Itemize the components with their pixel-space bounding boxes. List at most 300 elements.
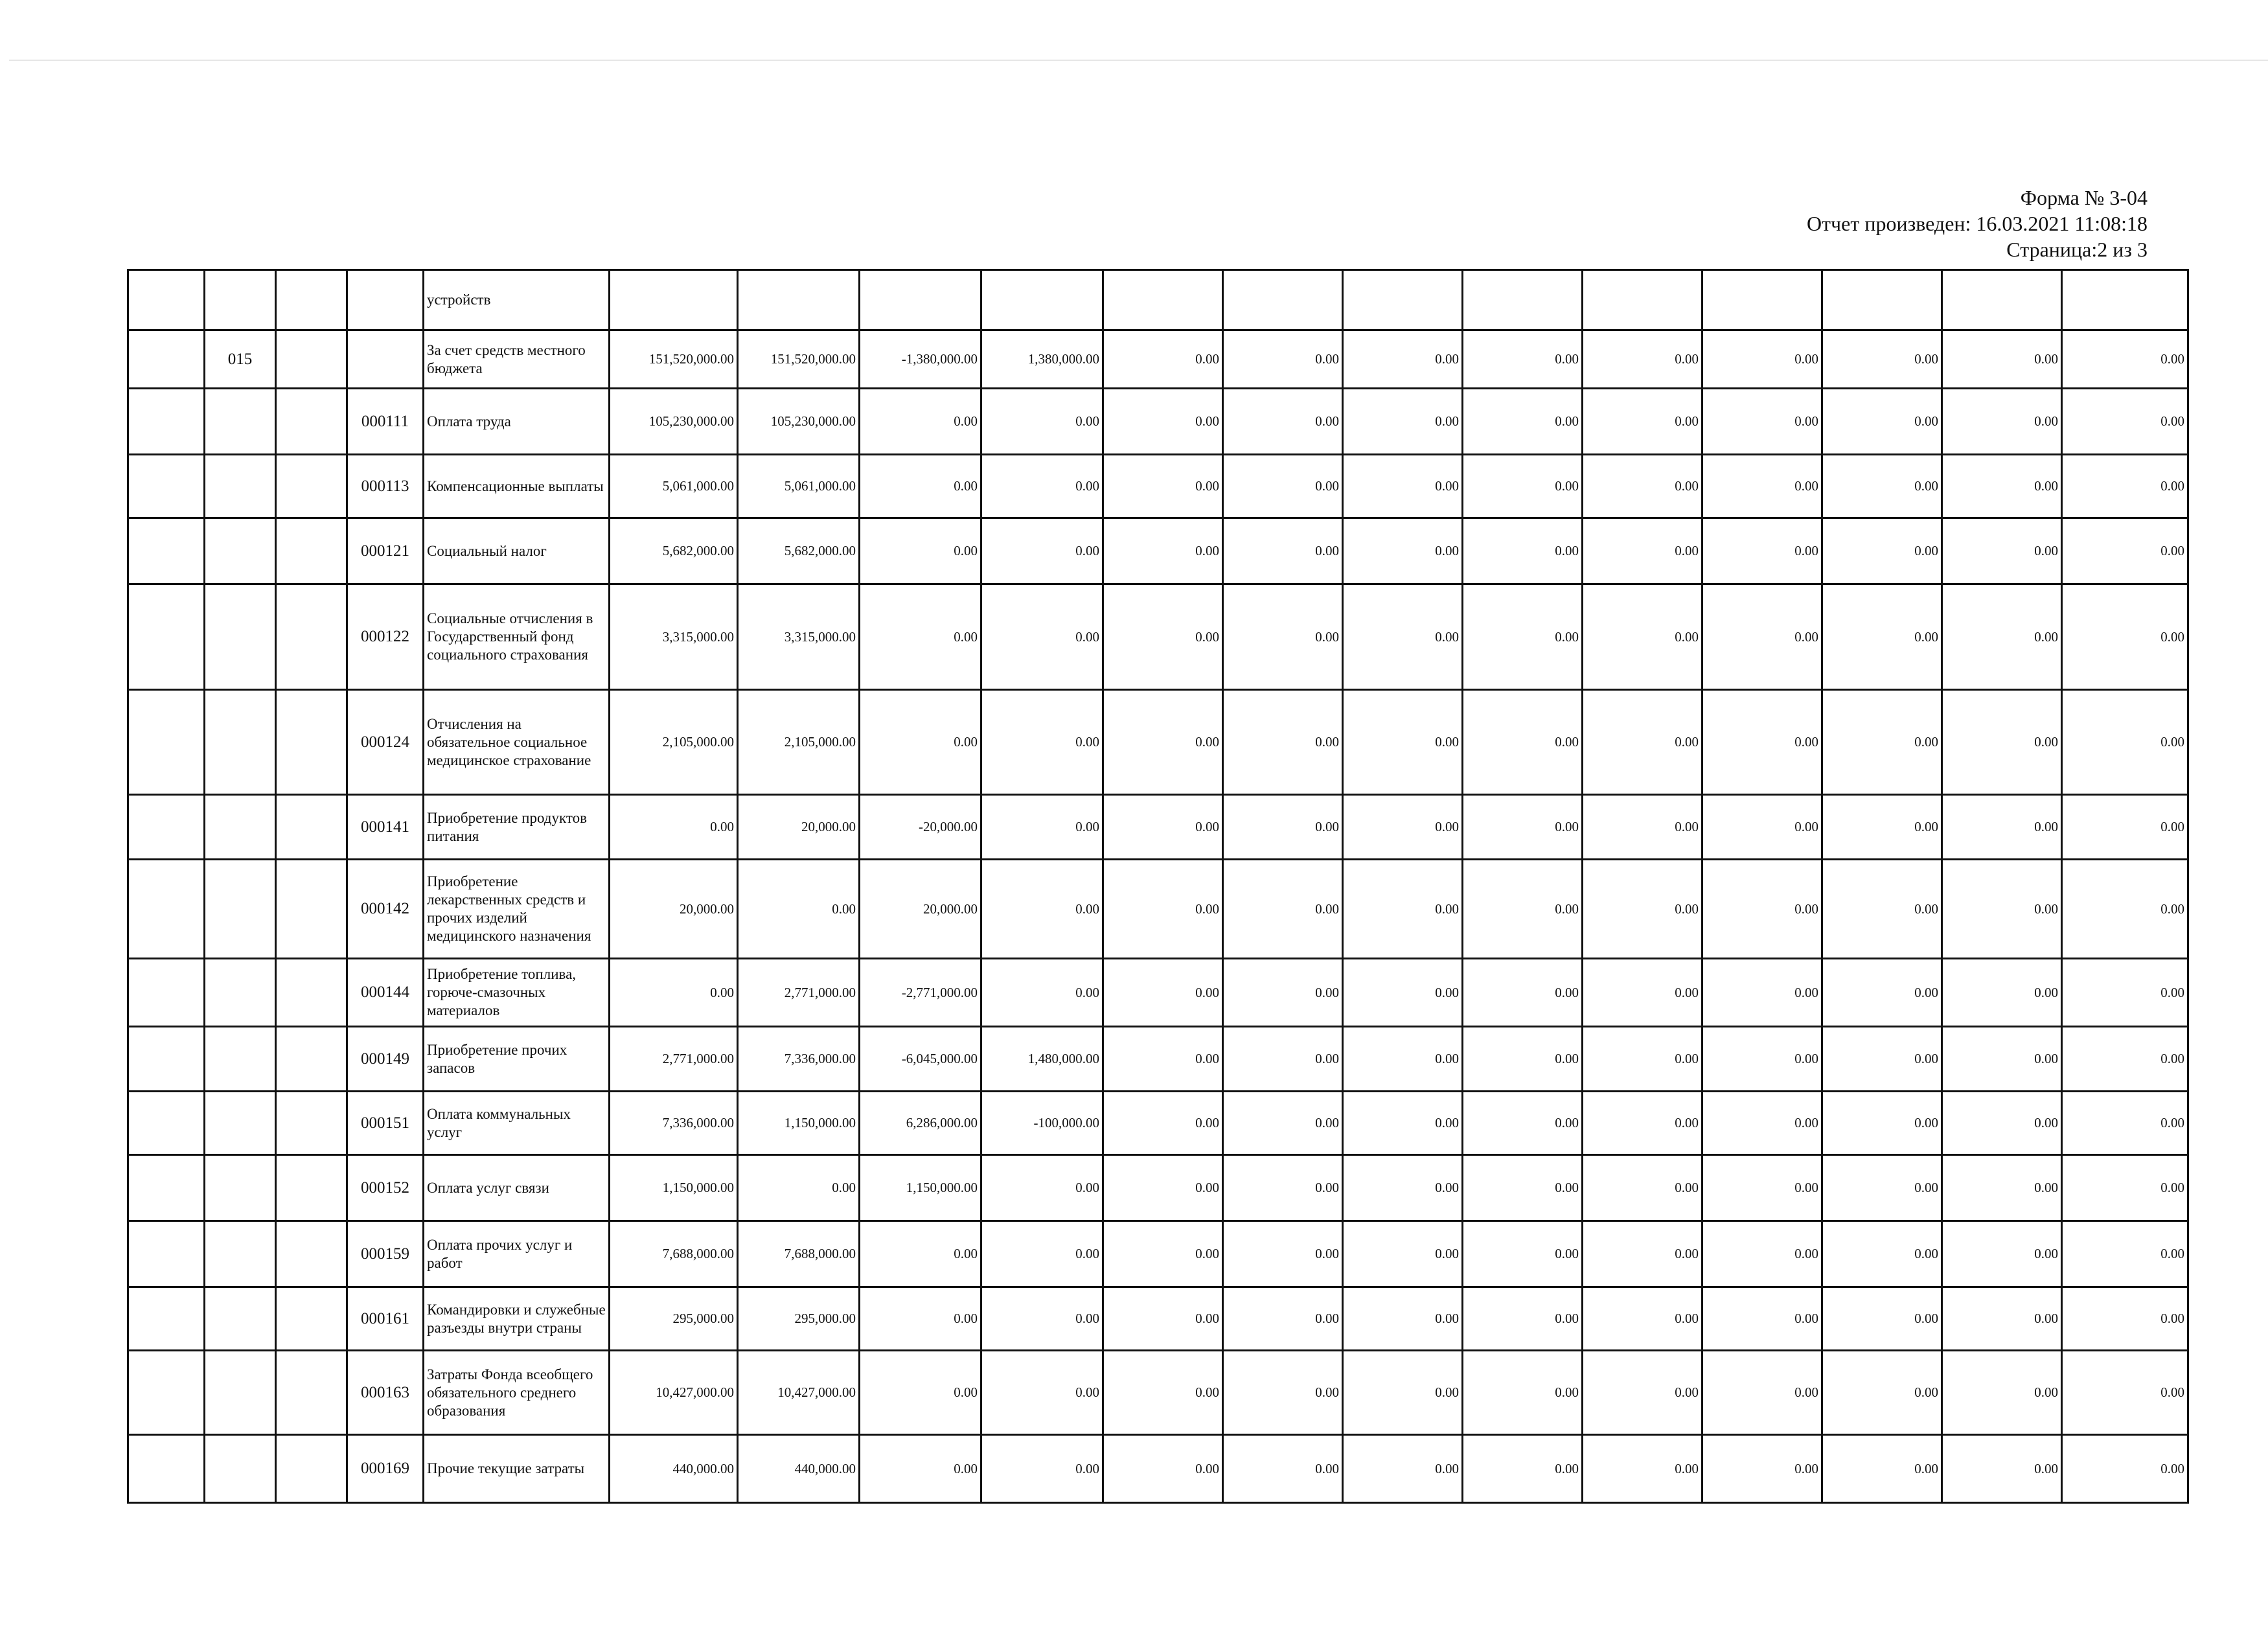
subprogram-code-cell — [276, 518, 347, 584]
amount-cell: 0.00 — [1702, 455, 1822, 518]
item-name-cell: устройств — [424, 270, 610, 330]
amount-cell: 0.00 — [1702, 690, 1822, 795]
amount-cell: 0.00 — [981, 455, 1103, 518]
amount-cell: 105,230,000.00 — [738, 389, 860, 455]
amount-cell: 0.00 — [2062, 455, 2188, 518]
amount-cell: -100,000.00 — [981, 1092, 1103, 1155]
amount-cell: 1,480,000.00 — [981, 1027, 1103, 1092]
amount-cell: 0.00 — [1103, 959, 1223, 1027]
subprogram-code-cell — [276, 860, 347, 959]
amount-cell: 0.00 — [981, 1351, 1103, 1435]
amount-cell: 0.00 — [981, 584, 1103, 690]
item-name-cell: Приобретение продуктов питания — [424, 795, 610, 860]
table-row — [128, 330, 2188, 389]
amount-cell: 0.00 — [1822, 584, 1942, 690]
program-code-cell — [205, 584, 276, 690]
program-code-cell — [205, 389, 276, 455]
specificity-code-cell: 000161 — [347, 1287, 424, 1351]
amount-cell: 0.00 — [860, 1221, 981, 1287]
amount-cell: 0.00 — [738, 1155, 860, 1221]
amount-cell: 0.00 — [1103, 795, 1223, 860]
amount-cell: 0.00 — [1583, 1092, 1702, 1155]
amount-cell: 0.00 — [1103, 690, 1223, 795]
amount-cell: 10,427,000.00 — [610, 1351, 738, 1435]
amount-cell: 151,520,000.00 — [738, 330, 860, 389]
amount-cell: 0.00 — [1343, 1221, 1463, 1287]
amount-cell: 0.00 — [1822, 1027, 1942, 1092]
amount-cell: 0.00 — [1223, 1092, 1343, 1155]
amount-cell: 0.00 — [1343, 1155, 1463, 1221]
amount-cell: 0.00 — [1942, 389, 2062, 455]
category-cell — [128, 795, 205, 860]
amount-cell — [1702, 270, 1822, 330]
table-row — [128, 1155, 2188, 1221]
amount-cell: 0.00 — [1702, 1027, 1822, 1092]
amount-cell: 0.00 — [1343, 584, 1463, 690]
category-cell — [128, 270, 205, 330]
amount-cell: 20,000.00 — [610, 860, 738, 959]
form-number: Форма № 3-04 — [2020, 186, 2148, 209]
category-cell — [128, 389, 205, 455]
amount-cell: 1,380,000.00 — [981, 330, 1103, 389]
amount-cell: 0.00 — [1463, 455, 1583, 518]
amount-cell: 0.00 — [1463, 1155, 1583, 1221]
table-row — [128, 584, 2188, 690]
category-cell — [128, 690, 205, 795]
amount-cell: 0.00 — [1103, 389, 1223, 455]
amount-cell: 0.00 — [2062, 1027, 2188, 1092]
category-cell — [128, 330, 205, 389]
amount-cell: 0.00 — [981, 959, 1103, 1027]
subprogram-code-cell — [276, 1092, 347, 1155]
item-name-cell: Прочие текущие затраты — [424, 1435, 610, 1503]
amount-cell: 0.00 — [1223, 690, 1343, 795]
amount-cell: 0.00 — [1583, 1027, 1702, 1092]
item-name-cell: Социальные отчисления в Государственный фонд социального страхования — [424, 584, 610, 690]
table-row — [128, 270, 2188, 330]
report-header — [1807, 185, 2148, 262]
amount-cell: 0.00 — [1343, 690, 1463, 795]
amount-cell: 0.00 — [1822, 959, 1942, 1027]
scan-top-edge — [9, 60, 2268, 61]
category-cell — [128, 1221, 205, 1287]
amount-cell: 2,105,000.00 — [610, 690, 738, 795]
amount-cell: 0.00 — [1343, 1027, 1463, 1092]
program-code-cell — [205, 860, 276, 959]
amount-cell: 0.00 — [1343, 330, 1463, 389]
amount-cell: 0.00 — [1942, 330, 2062, 389]
amount-cell: 0.00 — [1103, 1221, 1223, 1287]
amount-cell: 0.00 — [1942, 860, 2062, 959]
amount-cell: 0.00 — [860, 1435, 981, 1503]
amount-cell: 0.00 — [2062, 1351, 2188, 1435]
amount-cell: 0.00 — [1103, 1092, 1223, 1155]
amount-cell: 6,286,000.00 — [860, 1092, 981, 1155]
item-name-cell: Компенсационные выплаты — [424, 455, 610, 518]
amount-cell: -2,771,000.00 — [860, 959, 981, 1027]
amount-cell: 0.00 — [860, 518, 981, 584]
subprogram-code-cell — [276, 690, 347, 795]
amount-cell: 0.00 — [2062, 584, 2188, 690]
report-body — [128, 270, 2188, 1503]
amount-cell — [860, 270, 981, 330]
amount-cell: 0.00 — [1583, 795, 1702, 860]
table-row — [128, 1435, 2188, 1503]
amount-cell: 10,427,000.00 — [738, 1351, 860, 1435]
amount-cell: 0.00 — [1942, 1221, 2062, 1287]
subprogram-code-cell — [276, 1221, 347, 1287]
item-name-cell: Оплата услуг связи — [424, 1155, 610, 1221]
amount-cell: 0.00 — [1463, 330, 1583, 389]
amount-cell: 0.00 — [2062, 389, 2188, 455]
amount-cell: 151,520,000.00 — [610, 330, 738, 389]
amount-cell — [1223, 270, 1343, 330]
amount-cell: 0.00 — [1942, 795, 2062, 860]
amount-cell: 440,000.00 — [610, 1435, 738, 1503]
table-row — [128, 389, 2188, 455]
category-cell — [128, 1092, 205, 1155]
amount-cell: 0.00 — [1103, 584, 1223, 690]
amount-cell: 0.00 — [1583, 1351, 1702, 1435]
category-cell — [128, 1155, 205, 1221]
amount-cell: 0.00 — [981, 1221, 1103, 1287]
amount-cell: 2,771,000.00 — [610, 1027, 738, 1092]
amount-cell: 0.00 — [981, 795, 1103, 860]
amount-cell: 0.00 — [860, 1287, 981, 1351]
table-row — [128, 690, 2188, 795]
amount-cell: 0.00 — [610, 959, 738, 1027]
amount-cell: 0.00 — [1822, 518, 1942, 584]
program-code-cell — [205, 1155, 276, 1221]
amount-cell: 0.00 — [1822, 1287, 1942, 1351]
amount-cell: 0.00 — [1463, 1027, 1583, 1092]
amount-cell: 0.00 — [1223, 1435, 1343, 1503]
amount-cell: 0.00 — [1702, 1092, 1822, 1155]
program-code-cell — [205, 1027, 276, 1092]
amount-cell: 0.00 — [1942, 1027, 2062, 1092]
amount-cell: 5,682,000.00 — [738, 518, 860, 584]
amount-cell: 7,688,000.00 — [738, 1221, 860, 1287]
amount-cell: 0.00 — [981, 518, 1103, 584]
amount-cell: 0.00 — [1822, 795, 1942, 860]
category-cell — [128, 1027, 205, 1092]
amount-cell: 0.00 — [1702, 1221, 1822, 1287]
table-row — [128, 1287, 2188, 1351]
item-name-cell: Отчисления на обязательное социальное медицинское страхование — [424, 690, 610, 795]
amount-cell: -20,000.00 — [860, 795, 981, 860]
amount-cell: 0.00 — [1583, 1221, 1702, 1287]
specificity-code-cell: 000152 — [347, 1155, 424, 1221]
amount-cell: 0.00 — [1942, 584, 2062, 690]
amount-cell: 0.00 — [1822, 455, 1942, 518]
amount-cell: 0.00 — [1103, 1435, 1223, 1503]
amount-cell: 0.00 — [1583, 1155, 1702, 1221]
amount-cell: 0.00 — [1463, 518, 1583, 584]
amount-cell — [1463, 270, 1583, 330]
specificity-code-cell: 000124 — [347, 690, 424, 795]
program-code-cell — [205, 1435, 276, 1503]
amount-cell: 0.00 — [1822, 860, 1942, 959]
amount-cell: 295,000.00 — [610, 1287, 738, 1351]
amount-cell: 0.00 — [2062, 1221, 2188, 1287]
amount-cell: 0.00 — [2062, 1155, 2188, 1221]
category-cell — [128, 959, 205, 1027]
subprogram-code-cell — [276, 1155, 347, 1221]
amount-cell: 0.00 — [1463, 860, 1583, 959]
category-cell — [128, 1351, 205, 1435]
amount-cell: 0.00 — [1702, 1287, 1822, 1351]
amount-cell: 0.00 — [1463, 690, 1583, 795]
amount-cell: 2,771,000.00 — [738, 959, 860, 1027]
program-code-cell: 015 — [205, 330, 276, 389]
amount-cell: 0.00 — [860, 584, 981, 690]
amount-cell: 0.00 — [1343, 1287, 1463, 1351]
amount-cell — [610, 270, 738, 330]
item-name-cell: Оплата коммунальных услуг — [424, 1092, 610, 1155]
specificity-code-cell — [347, 330, 424, 389]
program-code-cell — [205, 1221, 276, 1287]
amount-cell: 0.00 — [1583, 584, 1702, 690]
amount-cell: 0.00 — [1583, 1435, 1702, 1503]
subprogram-code-cell — [276, 1351, 347, 1435]
amount-cell: 440,000.00 — [738, 1435, 860, 1503]
amount-cell: 0.00 — [1822, 1435, 1942, 1503]
amount-cell: 0.00 — [1702, 860, 1822, 959]
subprogram-code-cell — [276, 1027, 347, 1092]
amount-cell: 0.00 — [860, 389, 981, 455]
amount-cell: 0.00 — [1702, 1351, 1822, 1435]
amount-cell — [1942, 270, 2062, 330]
subprogram-code-cell — [276, 584, 347, 690]
amount-cell: 0.00 — [981, 690, 1103, 795]
category-cell — [128, 1287, 205, 1351]
amount-cell: 0.00 — [1223, 1351, 1343, 1435]
specificity-code-cell: 000142 — [347, 860, 424, 959]
budget-report-table — [127, 269, 2189, 1504]
amount-cell: 0.00 — [1583, 860, 1702, 959]
item-name-cell: Оплата прочих услуг и работ — [424, 1221, 610, 1287]
amount-cell: 0.00 — [738, 860, 860, 959]
amount-cell: 0.00 — [1103, 1287, 1223, 1351]
amount-cell: 0.00 — [1223, 1221, 1343, 1287]
amount-cell: 0.00 — [1942, 690, 2062, 795]
amount-cell: 0.00 — [1822, 1092, 1942, 1155]
item-name-cell: Приобретение прочих запасов — [424, 1027, 610, 1092]
amount-cell: 0.00 — [1463, 1221, 1583, 1287]
amount-cell: 0.00 — [1343, 389, 1463, 455]
item-name-cell: Командировки и служебные разъезды внутри страны — [424, 1287, 610, 1351]
amount-cell: 0.00 — [1702, 959, 1822, 1027]
specificity-code-cell: 000159 — [347, 1221, 424, 1287]
amount-cell: 0.00 — [1583, 518, 1702, 584]
amount-cell: 0.00 — [1103, 860, 1223, 959]
amount-cell: 1,150,000.00 — [610, 1155, 738, 1221]
table-row — [128, 1092, 2188, 1155]
amount-cell: 0.00 — [1223, 959, 1343, 1027]
amount-cell: 0.00 — [1942, 1092, 2062, 1155]
amount-cell: 7,336,000.00 — [610, 1092, 738, 1155]
amount-cell: 0.00 — [1702, 389, 1822, 455]
amount-cell: 0.00 — [1103, 518, 1223, 584]
specificity-code-cell: 000113 — [347, 455, 424, 518]
amount-cell: 0.00 — [1583, 959, 1702, 1027]
table-row — [128, 1027, 2188, 1092]
amount-cell: 0.00 — [1343, 518, 1463, 584]
subprogram-code-cell — [276, 1287, 347, 1351]
subprogram-code-cell — [276, 330, 347, 389]
amount-cell — [1343, 270, 1463, 330]
program-code-cell — [205, 795, 276, 860]
specificity-code-cell: 000111 — [347, 389, 424, 455]
amount-cell: 5,061,000.00 — [738, 455, 860, 518]
amount-cell: 0.00 — [1583, 1287, 1702, 1351]
amount-cell: 0.00 — [1463, 1092, 1583, 1155]
amount-cell: 0.00 — [1103, 330, 1223, 389]
specificity-code-cell — [347, 270, 424, 330]
category-cell — [128, 584, 205, 690]
amount-cell: 0.00 — [860, 455, 981, 518]
program-code-cell — [205, 1092, 276, 1155]
item-name-cell: Приобретение лекарственных средств и прочих изделий медицинского назначения — [424, 860, 610, 959]
amount-cell: 0.00 — [1223, 518, 1343, 584]
amount-cell: 0.00 — [1103, 455, 1223, 518]
specificity-code-cell: 000121 — [347, 518, 424, 584]
amount-cell: 0.00 — [1343, 1351, 1463, 1435]
table-row — [128, 518, 2188, 584]
amount-cell — [981, 270, 1103, 330]
amount-cell: 7,688,000.00 — [610, 1221, 738, 1287]
amount-cell: 0.00 — [1942, 1435, 2062, 1503]
amount-cell: 0.00 — [2062, 860, 2188, 959]
amount-cell: 0.00 — [1942, 455, 2062, 518]
program-code-cell — [205, 1287, 276, 1351]
amount-cell: 0.00 — [1223, 1155, 1343, 1221]
amount-cell: 0.00 — [1942, 1287, 2062, 1351]
amount-cell: 0.00 — [1942, 1351, 2062, 1435]
amount-cell: 0.00 — [1702, 330, 1822, 389]
amount-cell: 0.00 — [2062, 1287, 2188, 1351]
amount-cell: 0.00 — [2062, 330, 2188, 389]
amount-cell: 0.00 — [2062, 690, 2188, 795]
amount-cell: 0.00 — [1822, 330, 1942, 389]
specificity-code-cell: 000149 — [347, 1027, 424, 1092]
amount-cell: 0.00 — [2062, 1092, 2188, 1155]
amount-cell: 0.00 — [1343, 860, 1463, 959]
amount-cell: 0.00 — [1702, 584, 1822, 690]
amount-cell: 0.00 — [1822, 1351, 1942, 1435]
amount-cell: 0.00 — [1343, 795, 1463, 860]
amount-cell: 0.00 — [1103, 1155, 1223, 1221]
amount-cell — [1822, 270, 1942, 330]
amount-cell: 0.00 — [1223, 389, 1343, 455]
amount-cell: 0.00 — [2062, 1435, 2188, 1503]
program-code-cell — [205, 518, 276, 584]
program-code-cell — [205, 959, 276, 1027]
amount-cell: 0.00 — [1223, 455, 1343, 518]
amount-cell: 0.00 — [1343, 959, 1463, 1027]
subprogram-code-cell — [276, 270, 347, 330]
specificity-code-cell: 000122 — [347, 584, 424, 690]
amount-cell: 0.00 — [1343, 1435, 1463, 1503]
specificity-code-cell: 000169 — [347, 1435, 424, 1503]
table-row — [128, 860, 2188, 959]
page-indicator: Страница:2 из 3 — [2006, 238, 2148, 261]
amount-cell: 0.00 — [1463, 584, 1583, 690]
amount-cell: 0.00 — [981, 389, 1103, 455]
category-cell — [128, 518, 205, 584]
amount-cell: 0.00 — [2062, 959, 2188, 1027]
amount-cell: 5,682,000.00 — [610, 518, 738, 584]
amount-cell: 0.00 — [981, 860, 1103, 959]
amount-cell: 0.00 — [1103, 1027, 1223, 1092]
amount-cell: 1,150,000.00 — [738, 1092, 860, 1155]
subprogram-code-cell — [276, 795, 347, 860]
specificity-code-cell: 000141 — [347, 795, 424, 860]
amount-cell: 0.00 — [1702, 1155, 1822, 1221]
amount-cell: 0.00 — [1822, 1221, 1942, 1287]
amount-cell — [2062, 270, 2188, 330]
amount-cell: 0.00 — [1343, 455, 1463, 518]
item-name-cell: Приобретение топлива, горюче-смазочных материалов — [424, 959, 610, 1027]
report-generated-timestamp: Отчет произведен: 16.03.2021 11:08:18 — [1806, 212, 2148, 235]
program-code-cell — [205, 270, 276, 330]
subprogram-code-cell — [276, 959, 347, 1027]
program-code-cell — [205, 690, 276, 795]
amount-cell: 0.00 — [1942, 518, 2062, 584]
amount-cell: 105,230,000.00 — [610, 389, 738, 455]
amount-cell: 0.00 — [1583, 330, 1702, 389]
table-row — [128, 455, 2188, 518]
specificity-code-cell: 000144 — [347, 959, 424, 1027]
amount-cell: 0.00 — [1463, 1435, 1583, 1503]
item-name-cell: Социальный налог — [424, 518, 610, 584]
amount-cell: 0.00 — [1702, 795, 1822, 860]
amount-cell: 0.00 — [1463, 959, 1583, 1027]
amount-cell: 0.00 — [1583, 455, 1702, 518]
amount-cell: 3,315,000.00 — [738, 584, 860, 690]
amount-cell: 0.00 — [1463, 1287, 1583, 1351]
amount-cell: 0.00 — [1223, 795, 1343, 860]
amount-cell: 0.00 — [1223, 860, 1343, 959]
amount-cell: 295,000.00 — [738, 1287, 860, 1351]
amount-cell: 0.00 — [981, 1155, 1103, 1221]
amount-cell: 0.00 — [860, 1351, 981, 1435]
amount-cell: 0.00 — [1463, 795, 1583, 860]
category-cell — [128, 1435, 205, 1503]
item-name-cell: За счет средств местного бюджета — [424, 330, 610, 389]
category-cell — [128, 455, 205, 518]
amount-cell: 0.00 — [1103, 1351, 1223, 1435]
amount-cell: 3,315,000.00 — [610, 584, 738, 690]
item-name-cell: Затраты Фонда всеобщего обязательного среднего образования — [424, 1351, 610, 1435]
table-row — [128, 1221, 2188, 1287]
amount-cell: 0.00 — [1223, 1027, 1343, 1092]
amount-cell — [738, 270, 860, 330]
amount-cell: -6,045,000.00 — [860, 1027, 981, 1092]
amount-cell: 0.00 — [981, 1435, 1103, 1503]
amount-cell: 1,150,000.00 — [860, 1155, 981, 1221]
amount-cell: 0.00 — [1223, 1287, 1343, 1351]
amount-cell: 0.00 — [1822, 1155, 1942, 1221]
specificity-code-cell: 000151 — [347, 1092, 424, 1155]
amount-cell: 0.00 — [2062, 518, 2188, 584]
amount-cell: 0.00 — [1942, 959, 2062, 1027]
amount-cell: 0.00 — [1702, 518, 1822, 584]
amount-cell: 5,061,000.00 — [610, 455, 738, 518]
table-row — [128, 1351, 2188, 1435]
amount-cell: 0.00 — [1463, 389, 1583, 455]
amount-cell: 2,105,000.00 — [738, 690, 860, 795]
